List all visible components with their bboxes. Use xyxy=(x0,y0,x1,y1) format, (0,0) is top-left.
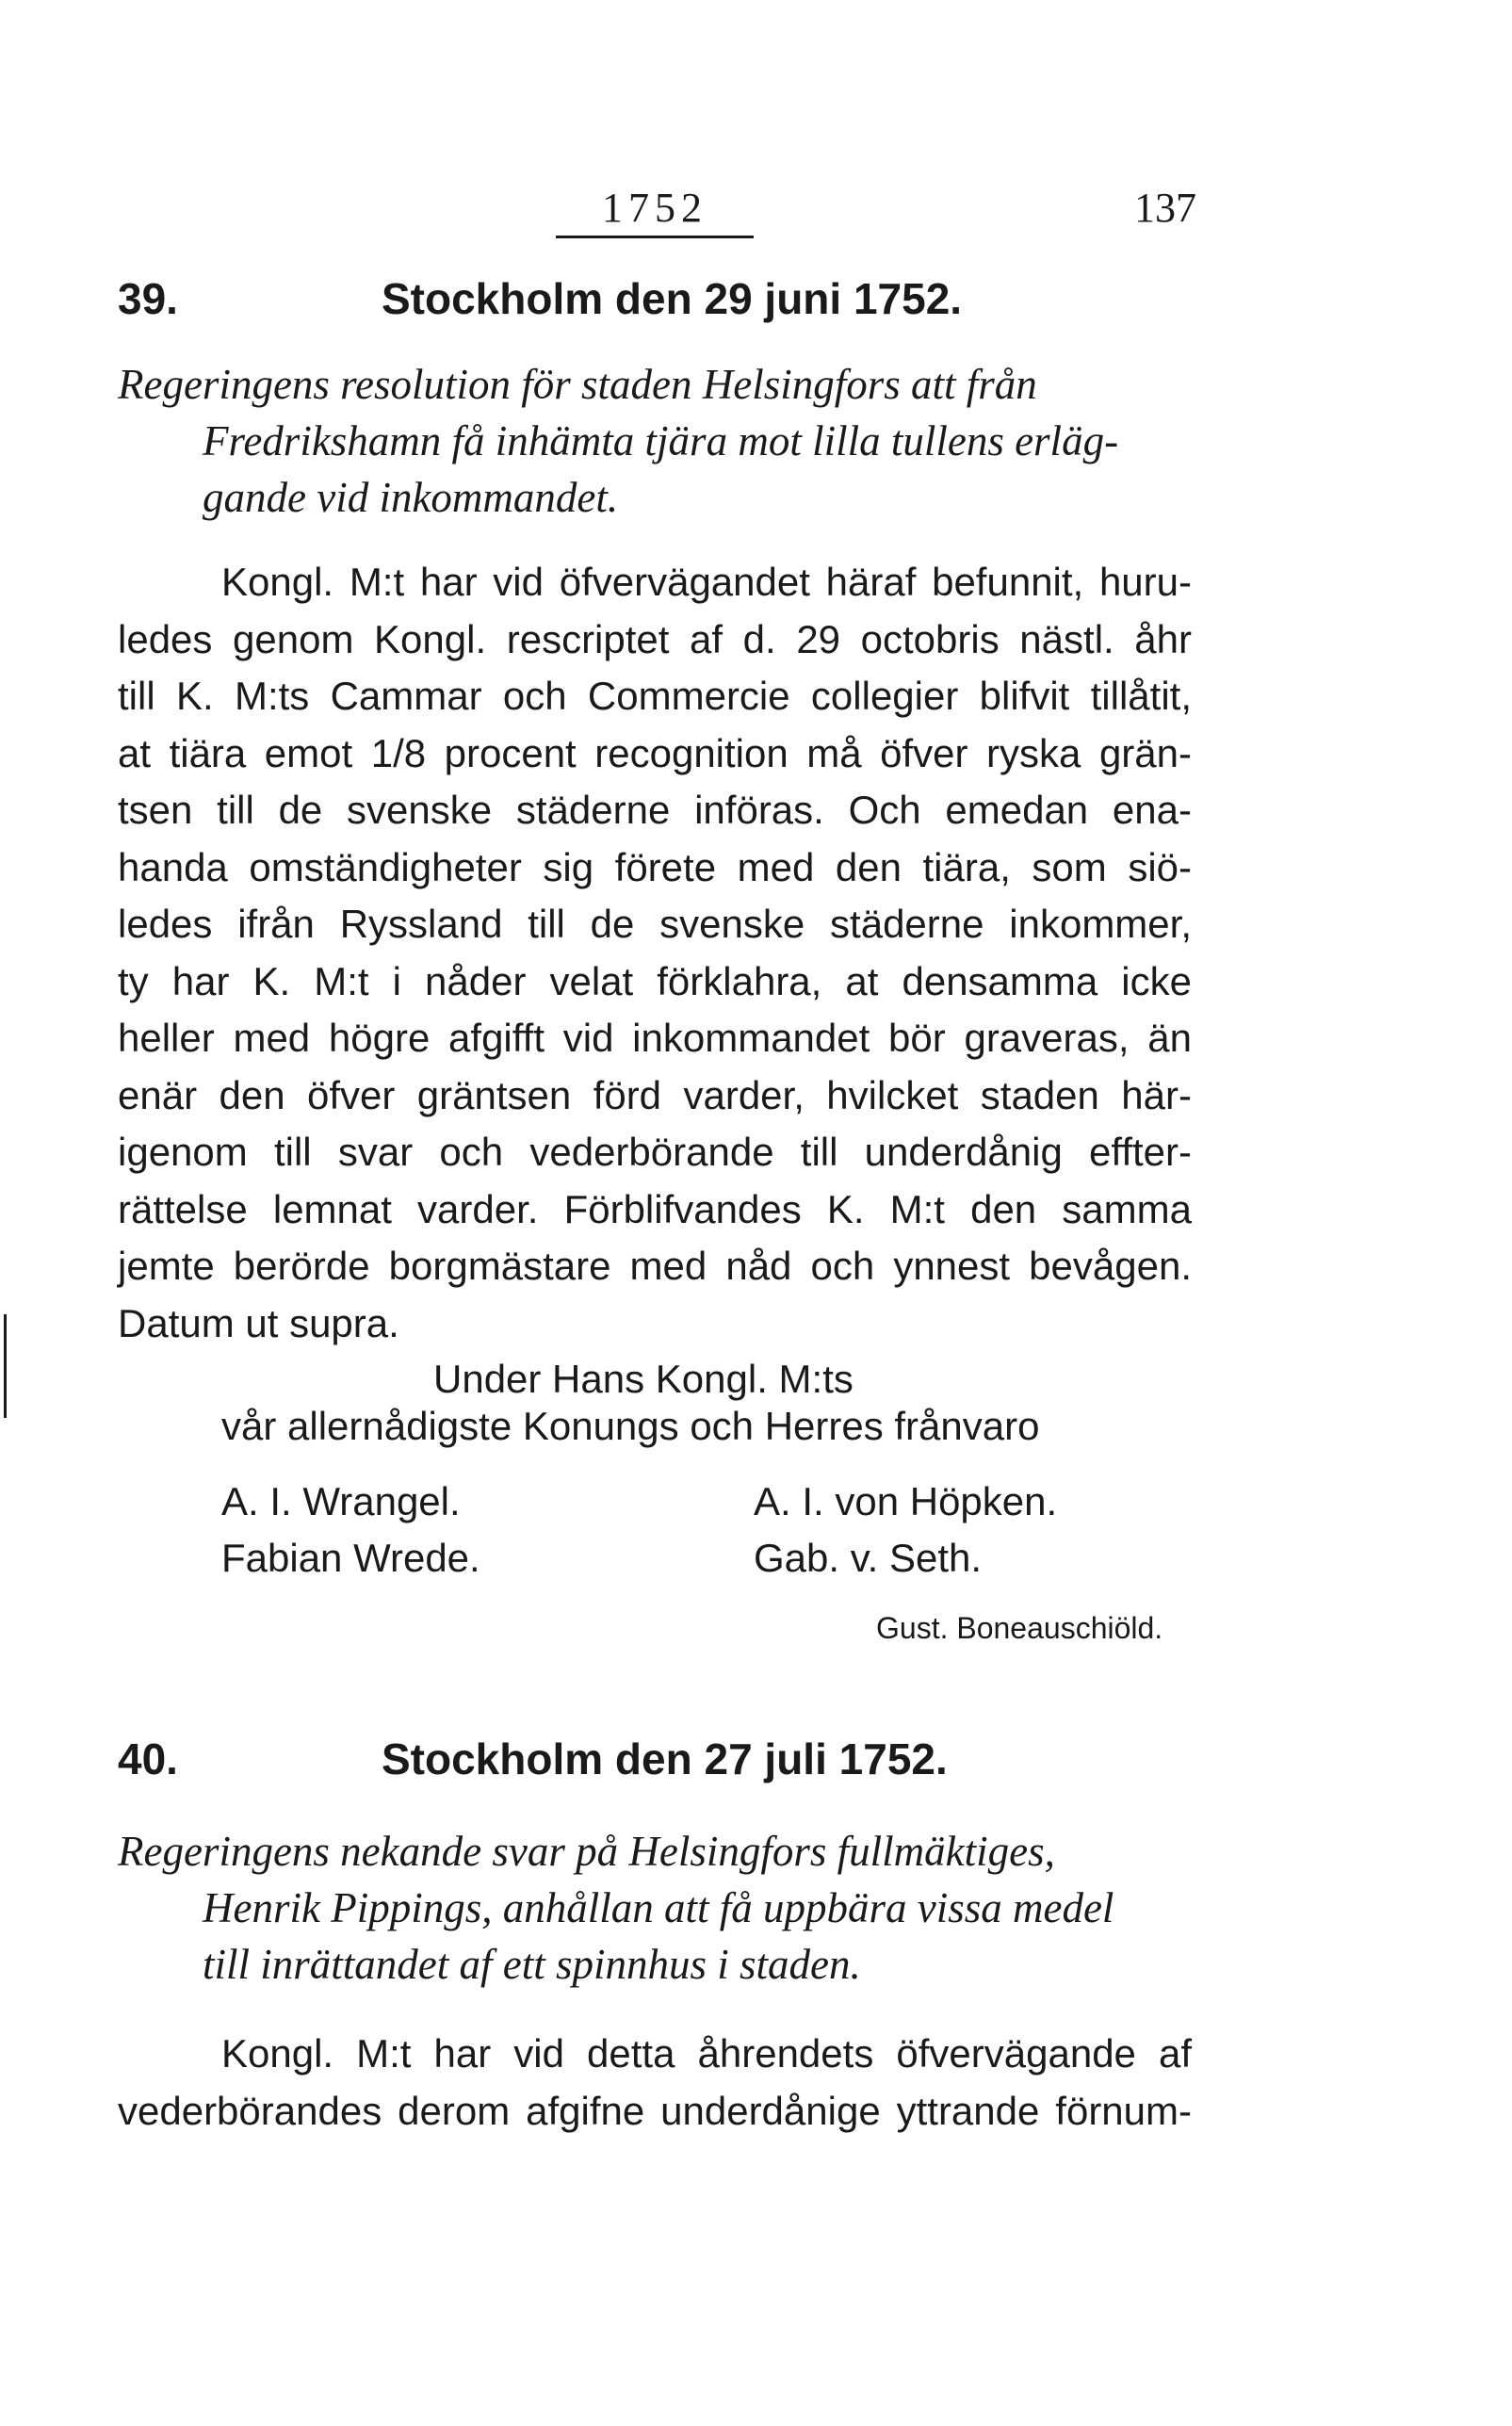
entry-40-body xyxy=(118,2026,1192,2140)
body-line: tsen till de svenske städerne införas. Och emedan ena- xyxy=(118,788,1192,832)
summary-line: till inrättandet af ett spinnhus i staden. xyxy=(203,1941,861,1988)
entry-39-summary xyxy=(118,356,1192,526)
entry-39-number: 39. xyxy=(118,274,178,323)
summary-line: Fredrikshamn få inhämta tjära mot lilla tullens erläg- xyxy=(203,417,1119,464)
margin-rule xyxy=(4,1314,7,1418)
body-line: handa omständigheter sig förete med den tiära, som siö- xyxy=(118,844,1192,889)
page-number: 137 xyxy=(1134,185,1196,231)
entry-40-title: Stockholm den 27 juli 1752. xyxy=(382,1734,948,1783)
body-line: ty har K. M:t i nåder velat förklahra, at densamma icke xyxy=(118,958,1192,1003)
body-line: Kongl. M:t har vid öfvervägandet häraf befunnit, huru- xyxy=(221,560,1192,604)
signature-wrede: Fabian Wrede. xyxy=(221,1536,480,1580)
entry-40-number: 40. xyxy=(118,1734,178,1783)
summary-line: Regeringens resolution för staden Helsingfors att från xyxy=(118,361,1037,408)
body-line: enär den öfver gräntsen förd varder, hvilcket staden här- xyxy=(118,1072,1192,1117)
body-line: Kongl. M:t har vid detta åhrendets öfvervägande af xyxy=(221,2031,1192,2076)
header-underline xyxy=(556,236,754,238)
signature-seth: Gab. v. Seth. xyxy=(754,1536,983,1580)
body-line: till K. M:ts Cammar och Commercie collegier blifvit tillåtit, xyxy=(118,674,1192,718)
body-line: rättelse lemnat varder. Förblifvandes K. M:t den samma xyxy=(118,1186,1192,1231)
running-header-year: 1752 xyxy=(602,185,707,231)
body-line: Datum ut supra. xyxy=(118,1300,399,1345)
body-line: vederbörandes derom afgifne underdånige yttrande förnum- xyxy=(118,2088,1192,2133)
summary-line: Henrik Pippings, anhållan att få uppbära vissa medel xyxy=(203,1884,1114,1931)
signature-wrangel: A. I. Wrangel. xyxy=(221,1479,461,1523)
signature-boneauschiold: Gust. Boneauschiöld. xyxy=(876,1611,1163,1645)
body-line: at tiära emot 1/8 procent recognition må öfver ryska grän- xyxy=(118,730,1192,775)
body-line: ledes ifrån Ryssland till de svenske städerne inkommer, xyxy=(118,902,1192,946)
body-line: jemte berörde borgmästare med nåd och ynnest bevågen. xyxy=(118,1244,1192,1288)
entry-40-summary xyxy=(118,1823,1192,1993)
entry-39-body xyxy=(118,554,1192,1352)
entry-39-title: Stockholm den 29 juni 1752. xyxy=(382,274,963,323)
closing-formula-line-1: Under Hans Kongl. M:ts xyxy=(433,1357,854,1401)
signature-hopken: A. I. von Höpken. xyxy=(754,1479,1058,1523)
entry-39-heading xyxy=(118,273,1192,324)
body-line: ledes genom Kongl. rescriptet af d. 29 octobris nästl. åhr xyxy=(118,616,1192,661)
body-line: heller med högre afgifft vid inkommandet bör graveras, än xyxy=(118,1016,1192,1060)
summary-line: gande vid inkommandet. xyxy=(203,474,619,521)
entry-40-heading xyxy=(118,1734,1192,1784)
summary-line: Regeringens nekande svar på Helsingfors fullmäktiges, xyxy=(118,1828,1055,1875)
body-line: igenom till svar och vederbörande till underdånig effter- xyxy=(118,1130,1192,1174)
closing-formula-line-2: vår allernådigste Konungs och Herres frånvaro xyxy=(221,1404,1040,1448)
